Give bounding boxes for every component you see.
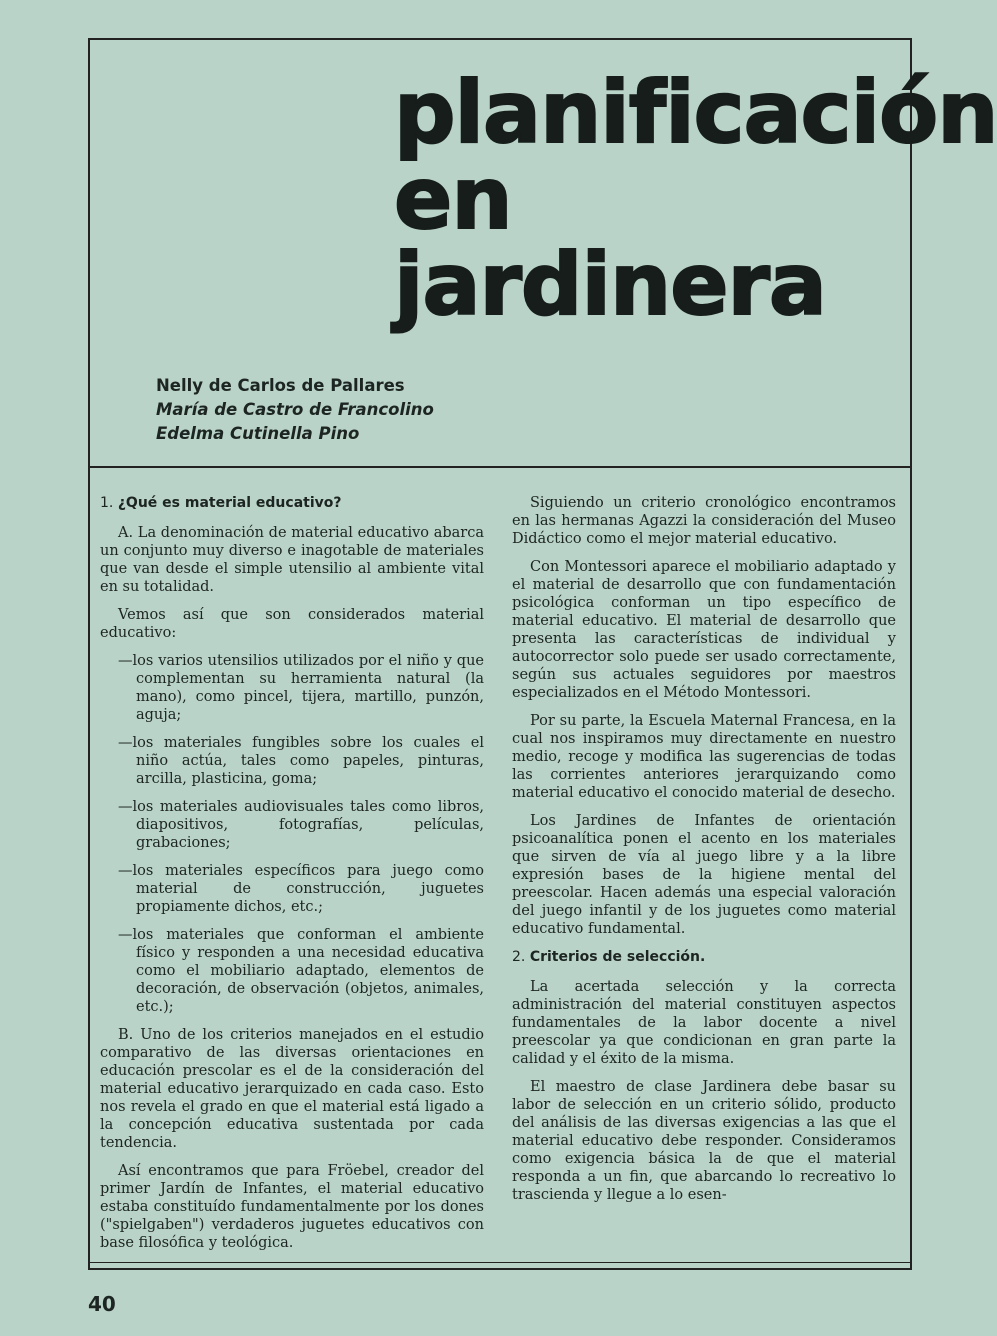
author-1: Nelly de Carlos de Pallares xyxy=(156,376,405,395)
page-number: 40 xyxy=(88,1292,116,1316)
list-item: —los materiales que conforman el ambiente físico y responden a una necesidad educativa como el mobiliario adaptado, elementos de decoración, de observación (objetos, animales, etc.); xyxy=(118,927,484,1015)
paragraph-seleccion: La acertada selección y la correcta administración del material constituyen aspectos fundamentales de la labor docente a nivel preescolar ya que condicionan en gran parte la calidad y el éxito de la misma. xyxy=(512,979,896,1067)
header-divider xyxy=(88,466,912,468)
section-number-1: 1. xyxy=(100,495,114,511)
paragraph-francesa: Por su parte, la Escuela Maternal Francesa, en la cual nos inspiramos muy directamente en nuestro medio, recoge y modifica las sugerencias de todas las corrientes anteriores jerarquizando como material educativo el conocido material de desecho. xyxy=(512,713,896,801)
list-item: —los materiales específicos para juego como material de construcción, juguetes propiamente dichos, etc.; xyxy=(118,863,484,915)
section-heading-1 xyxy=(100,494,484,512)
material-list xyxy=(100,652,484,1016)
paragraph-vemos: Vemos así que son considerados material educativo: xyxy=(100,607,484,641)
paragraph-montessori: Con Montessori aparece el mobiliario adaptado y el material de desarrollo que con fundamentación psicológica conforman un tipo específico de material educativo. El material de desarrollo que presenta las características de individual y autocorrector solo puede ser usado correctamente, según sus actuales seguidores por maestros especializados en el Método Montessori. xyxy=(512,559,896,701)
article-title xyxy=(394,63,997,335)
paragraph-b: B. Uno de los criterios manejados en el estudio comparativo de las diversas orientaciones en educación prescolar es el de la consideración del material educativo jerarquizado en cada caso. Esto nos revela el grado en que el material está ligado a la concepción educativa sustentada por cada tendencia. xyxy=(100,1027,484,1151)
right-column xyxy=(512,494,896,1214)
paragraph-maestro: El maestro de clase Jardinera debe basar su labor de selección en un criterio sólido, producto del análisis de las diversas exigencias a las que el material educativo debe responder. Consideramos como exigencia básica la de que el material responda a un fin, que abarcando lo recreativo lo trascienda y llegue a lo esen- xyxy=(512,1079,896,1203)
author-2: María de Castro de Francolino xyxy=(156,400,434,419)
list-item: —los materiales fungibles sobre los cuales el niño actúa, tales como papeles, pinturas, arcilla, plasticina, goma; xyxy=(118,735,484,787)
section-number-2: 2. xyxy=(512,949,526,965)
paragraph-agazzi: Siguiendo un criterio cronológico encontramos en las hermanas Agazzi la consideración del Museo Didáctico como el mejor material educativo. xyxy=(512,495,896,547)
title-line-3: jardinera xyxy=(394,235,826,335)
paragraph-a: A. La denominación de material educativo abarca un conjunto muy diverso e inagotable de materiales que van desde el simple utensilio al ambiente vital en su totalidad. xyxy=(100,525,484,595)
section-heading-2 xyxy=(512,948,896,966)
section-title-1: ¿Qué es material educativo? xyxy=(117,495,342,511)
author-list xyxy=(156,374,434,446)
paragraph-psicoanalitica: Los Jardines de Infantes de orientación psicoanalítica ponen el acento en los materiales que sirven de vía al juego libre y a la libre expresión bases de la higiene mental del preescolar. Hacen además una especial valoración del juego infantil y de los juguetes como material educativo fundamental. xyxy=(512,813,896,937)
section-title-2: Criterios de selección. xyxy=(529,949,706,965)
list-item: —los varios utensilios utilizados por el niño y que complementan su herramienta natural (la mano), como pincel, tijera, martillo, punzón, aguja; xyxy=(118,653,484,723)
paragraph-froebel: Así encontramos que para Fröebel, creador del primer Jardín de Infantes, el material educativo estaba constituído fundamentalmente por los dones ("spielgaben") verdaderos juguetes educativos con base filosófica y teológica. xyxy=(100,1163,484,1251)
footer-divider xyxy=(88,1262,912,1263)
list-item: —los materiales audiovisuales tales como libros, diapositivos, fotografías, películas, grabaciones; xyxy=(118,799,484,851)
left-column xyxy=(100,494,484,1262)
title-line-1: planificación xyxy=(394,63,997,163)
title-line-2: en xyxy=(394,149,512,249)
author-3: Edelma Cutinella Pino xyxy=(156,424,360,443)
